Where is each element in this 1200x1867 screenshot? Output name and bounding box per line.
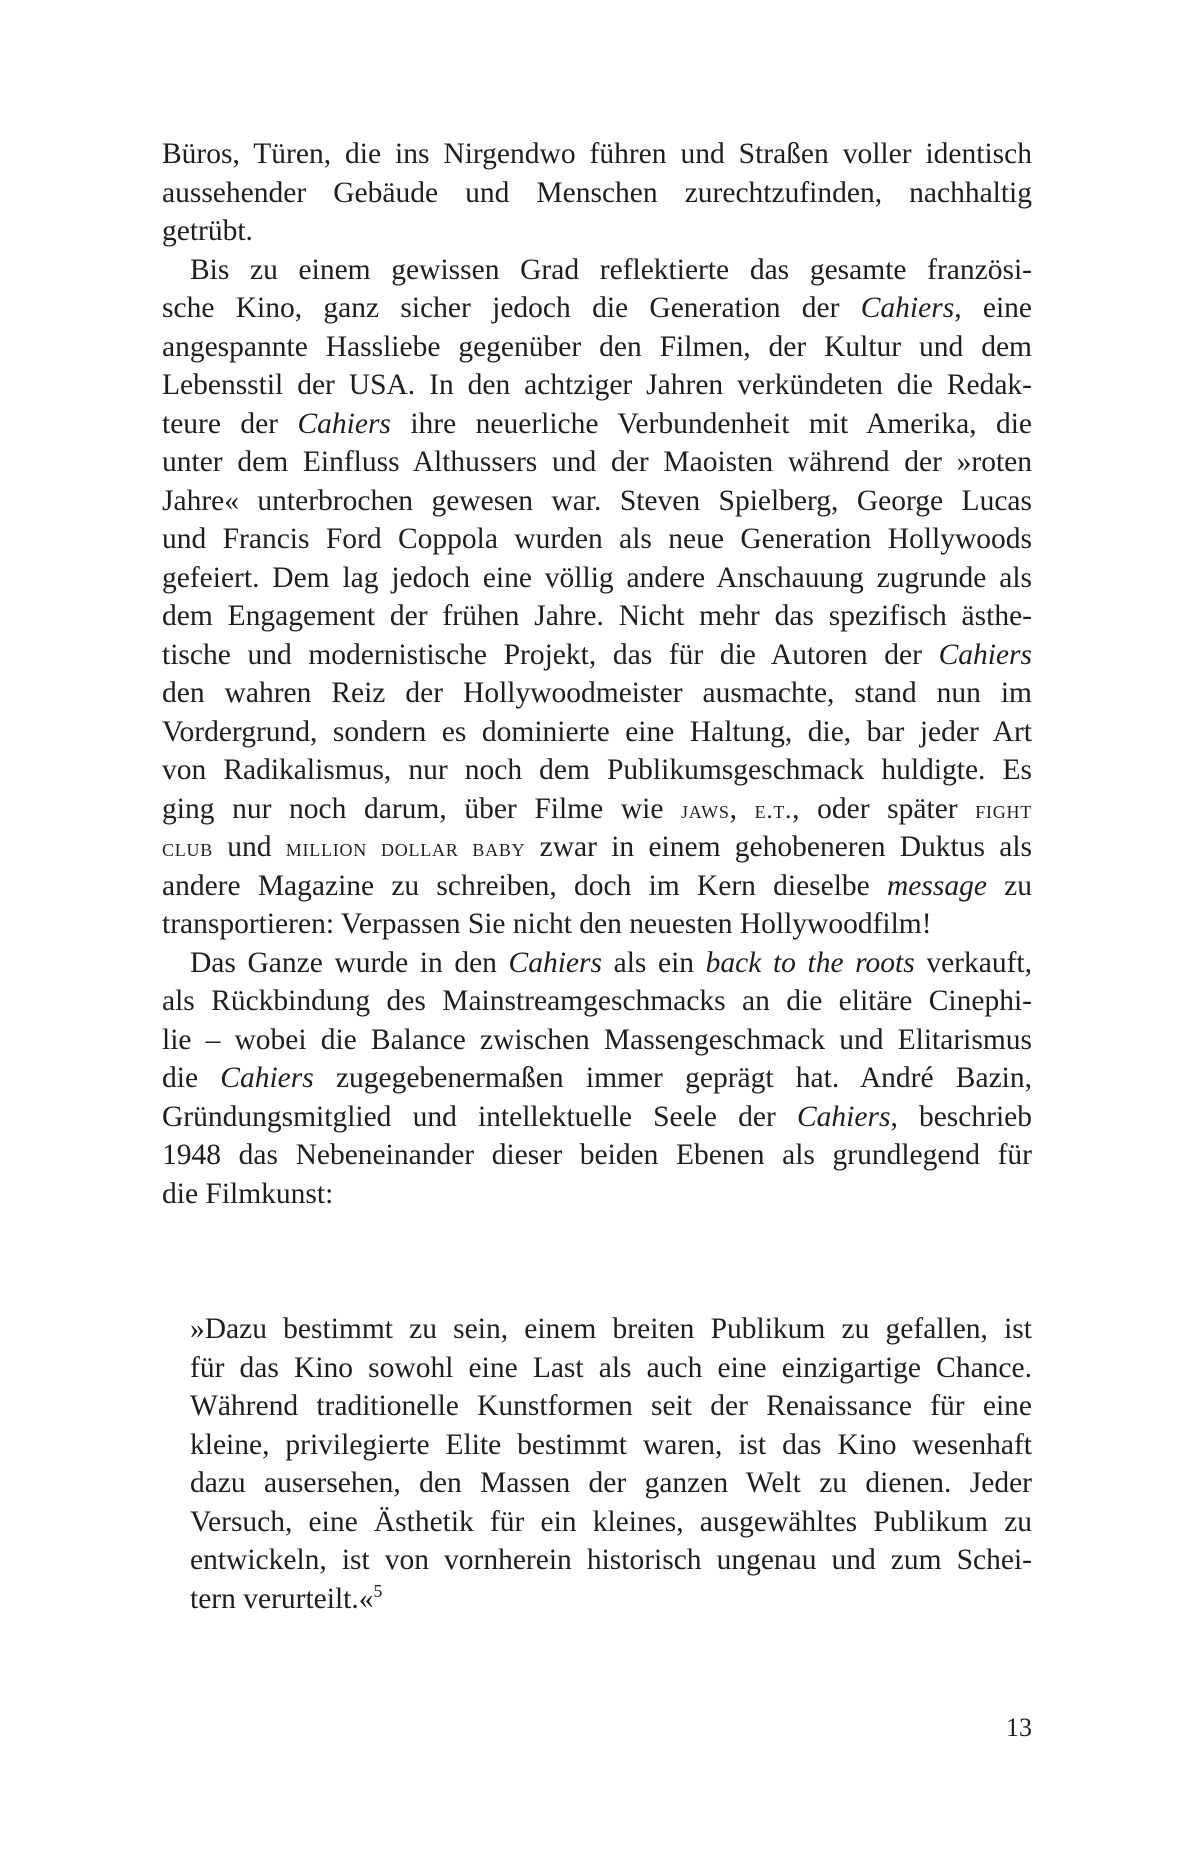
quote-line: entwickeln, ist von vornherein historisch ungenau und zum Schei-	[190, 1544, 1032, 1576]
quote-line: kleine, privilegierte Elite bestimmt waren, ist das Kino wesenhaft	[190, 1428, 1032, 1461]
text-line: Jahre« unterbrochen gewesen war. Steven Spielberg, George Lucas	[162, 484, 1032, 517]
footnote-marker: 5	[373, 1580, 383, 1601]
text-line: Lebensstil der USA. In den achtziger Jahren verkündeten die Redak-	[162, 369, 1032, 401]
film-title: jaws	[681, 796, 730, 824]
block-quote	[190, 1310, 1032, 1618]
text-line: gefeiert. Dem lag jedoch eine völlig andere Anschauung zugrunde als	[162, 561, 1032, 594]
text-line: angespannte Hassliebe gegenüber den Filmen, der Kultur und dem	[162, 330, 1032, 363]
text-line: andere Magazine zu schreiben, doch im Kern dieselbe message zu	[162, 869, 1033, 902]
text-line: Vordergrund, sondern es dominierte eine Haltung, die, bar jeder Art	[162, 715, 1032, 748]
text-line: Das Ganze wurde in den Cahiers als ein back to the roots verkauft,	[190, 946, 1032, 979]
text-line: aussehender Gebäude und Menschen zurechtzufinden, nachhaltig	[162, 176, 1032, 209]
film-title: million dollar baby	[285, 835, 526, 862]
text-line: 1948 das Nebeneinander dieser beiden Ebenen als grundlegend für	[162, 1139, 1032, 1171]
text-line: getrübt.	[162, 215, 253, 247]
quote-line: tern verurteilt.«$^5$	[190, 1580, 383, 1615]
text-line: unter dem Einfluss Althussers und der Maoisten während der »roten	[162, 446, 1032, 478]
text-line: den wahren Reiz der Hollywoodmeister ausmachte, stand nun im	[162, 677, 1032, 709]
text-line: club und million dollar baby zwar in einem gehobeneren Duktus als	[162, 831, 1033, 863]
text-line: lie – wobei die Balance zwischen Massengeschmack und Elitarismus	[162, 1023, 1032, 1056]
text-line: als Rückbindung des Mainstreamgeschmacks an die elitäre Cinephi-	[162, 985, 1032, 1017]
film-title: e.t.	[754, 796, 793, 824]
text-line: und Francis Ford Coppola wurden als neue Generation Hollywoods	[162, 523, 1032, 555]
text-line: teure der Cahiers ihre neuerliche Verbundenheit mit Amerika, die	[162, 407, 1032, 440]
text-line: transportieren: Verpassen Sie nicht den neuesten Hollywoodfilm!	[162, 908, 932, 940]
text-line: Gründungsmitglied und intellektuelle Seele der Cahiers, beschrieb	[162, 1100, 1032, 1133]
film-title: club	[162, 835, 214, 862]
text-line: die Filmkunst:	[162, 1177, 334, 1210]
text-line: dem Engagement der frühen Jahre. Nicht mehr das spezifisch ästhe-	[162, 600, 1032, 632]
text-line: Bis zu einem gewissen Grad reflektierte das gesamte französi-	[190, 253, 1032, 286]
page-number: 13	[1006, 1713, 1032, 1742]
quote-line: für das Kino sowohl eine Last als auch eine einzigartige Chance.	[190, 1351, 1032, 1384]
body-text	[162, 135, 1032, 1213]
text-line: ging nur noch darum, über Filme wie jaws, e.t., oder später fight	[162, 792, 1033, 825]
quote-line: dazu ausersehen, den Massen der ganzen Welt zu dienen. Jeder	[190, 1467, 1032, 1499]
quote-line: Versuch, eine Ästhetik für ein kleines, ausgewähltes Publikum zu	[190, 1505, 1032, 1538]
quote-line: Während traditionelle Kunstformen seit der Renaissance für eine	[190, 1390, 1032, 1422]
quote-line: »Dazu bestimmt zu sein, einem breiten Publikum zu gefallen, ist	[190, 1313, 1032, 1345]
text-line: sche Kino, ganz sicher jedoch die Generation der Cahiers, eine	[162, 292, 1032, 324]
text-line: Büros, Türen, die ins Nirgendwo führen und Straßen voller identisch	[162, 138, 1032, 170]
text-line: tische und modernistische Projekt, das für die Autoren der Cahiers	[162, 638, 1032, 671]
text-line: die Cahiers zugegebenermaßen immer geprägt hat. André Bazin,	[162, 1062, 1032, 1094]
film-title: fight	[975, 796, 1033, 824]
text-line: von Radikalismus, nur noch dem Publikumsgeschmack huldigte. Es	[162, 754, 1032, 786]
